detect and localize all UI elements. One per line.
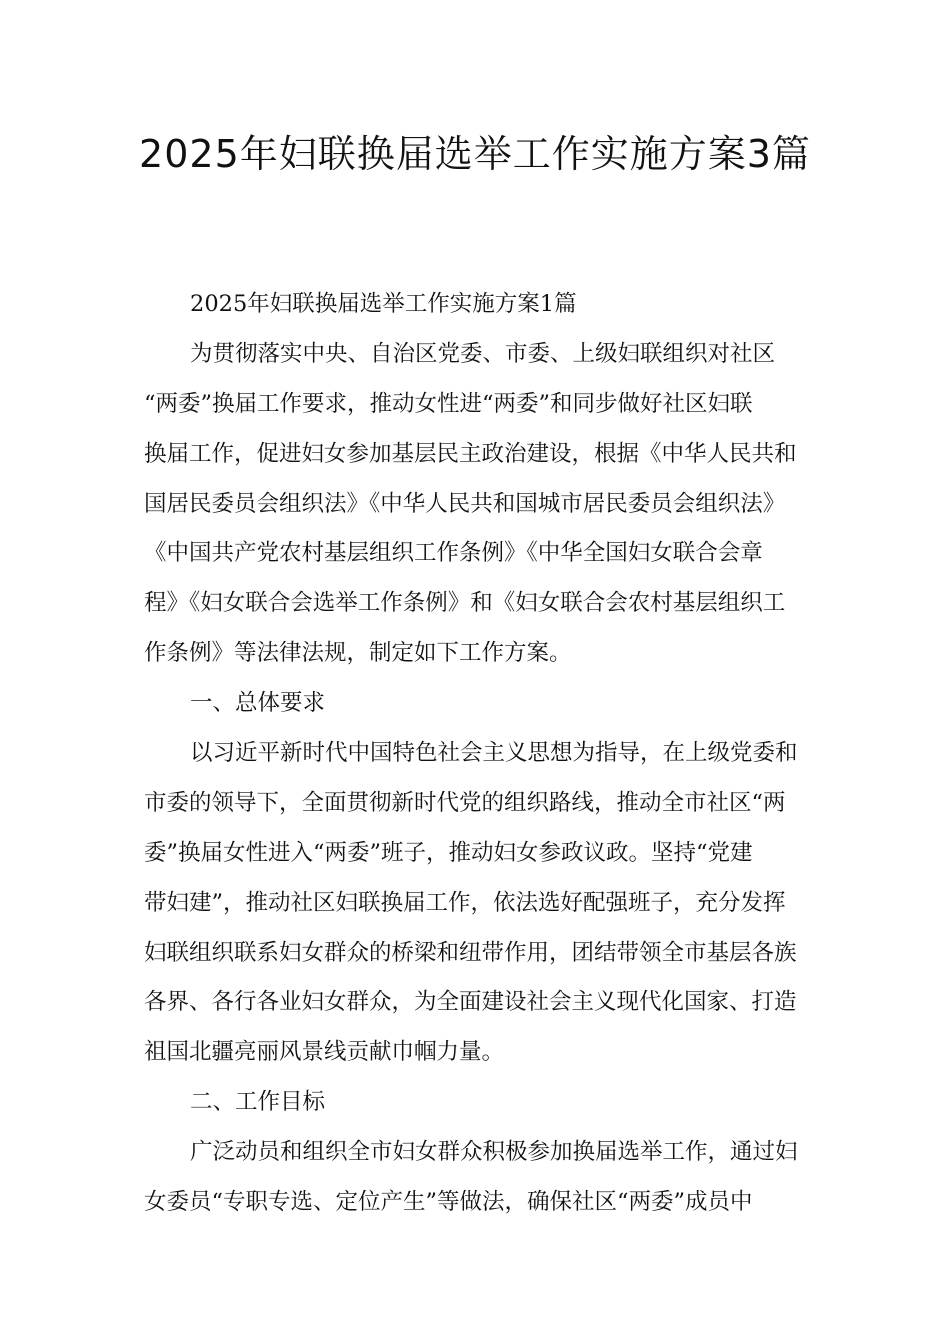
paragraph-line: 带妇建”，推动社区妇联换届工作，依法选好配强班子，充分发挥 <box>144 889 786 916</box>
section-heading: 一、总体要求 <box>190 690 326 717</box>
paragraph-line: 以习近平新时代中国特色社会主义思想为指导，在上级党委和 <box>190 740 798 767</box>
paragraph-line: 作条例》等法律法规，制定如下工作方案。 <box>144 640 572 667</box>
paragraph-line: “两委”换届工作要求，推动女性进“两委”和同步做好社区妇联 <box>144 390 753 417</box>
section-heading: 二、工作目标 <box>190 1089 326 1116</box>
paragraph-line: 换届工作，促进妇女参加基层民主政治建设，根据《中华人民共和 <box>144 440 797 467</box>
paragraph-line: 各界、各行各业妇女群众，为全面建设社会主义现代化国家、打造 <box>144 989 797 1016</box>
paragraph-line: 委”换届女性进入“两委”班子，推动妇女参政议政。坚持“党建 <box>144 839 753 866</box>
paragraph-line: 市委的领导下，全面贯彻新时代党的组织路线，推动全市社区“两 <box>144 789 786 816</box>
subtitle-line: 2025年妇联换届选举工作实施方案1篇 <box>190 291 577 317</box>
paragraph-line: 女委员“专职专选、定位产生”等做法，确保社区“两委”成员中 <box>144 1189 753 1216</box>
paragraph-line: 国居民委员会组织法》《中华人民共和国城市居民委员会组织法》 <box>144 490 786 517</box>
paragraph-line: 广泛动员和组织全市妇女群众积极参加换届选举工作，通过妇 <box>190 1139 798 1166</box>
document-body <box>144 280 808 1228</box>
document-title: 2025年妇联换届选举工作实施方案3篇 <box>139 132 811 176</box>
paragraph-line: 为贯彻落实中央、自治区党委、市委、上级妇联组织对社区 <box>190 340 776 367</box>
paragraph-line: 程》《妇女联合会选举工作条例》和《妇女联合会农村基层组织工 <box>144 590 786 617</box>
paragraph-line: 祖国北疆亮丽风景线贡献巾帼力量。 <box>144 1039 505 1066</box>
paragraph-line: 妇联组织联系妇女群众的桥梁和纽带作用，团结带领全市基层各族 <box>144 939 797 966</box>
paragraph-line: 《中国共产党农村基层组织工作条例》《中华全国妇女联合会章 <box>144 540 763 567</box>
